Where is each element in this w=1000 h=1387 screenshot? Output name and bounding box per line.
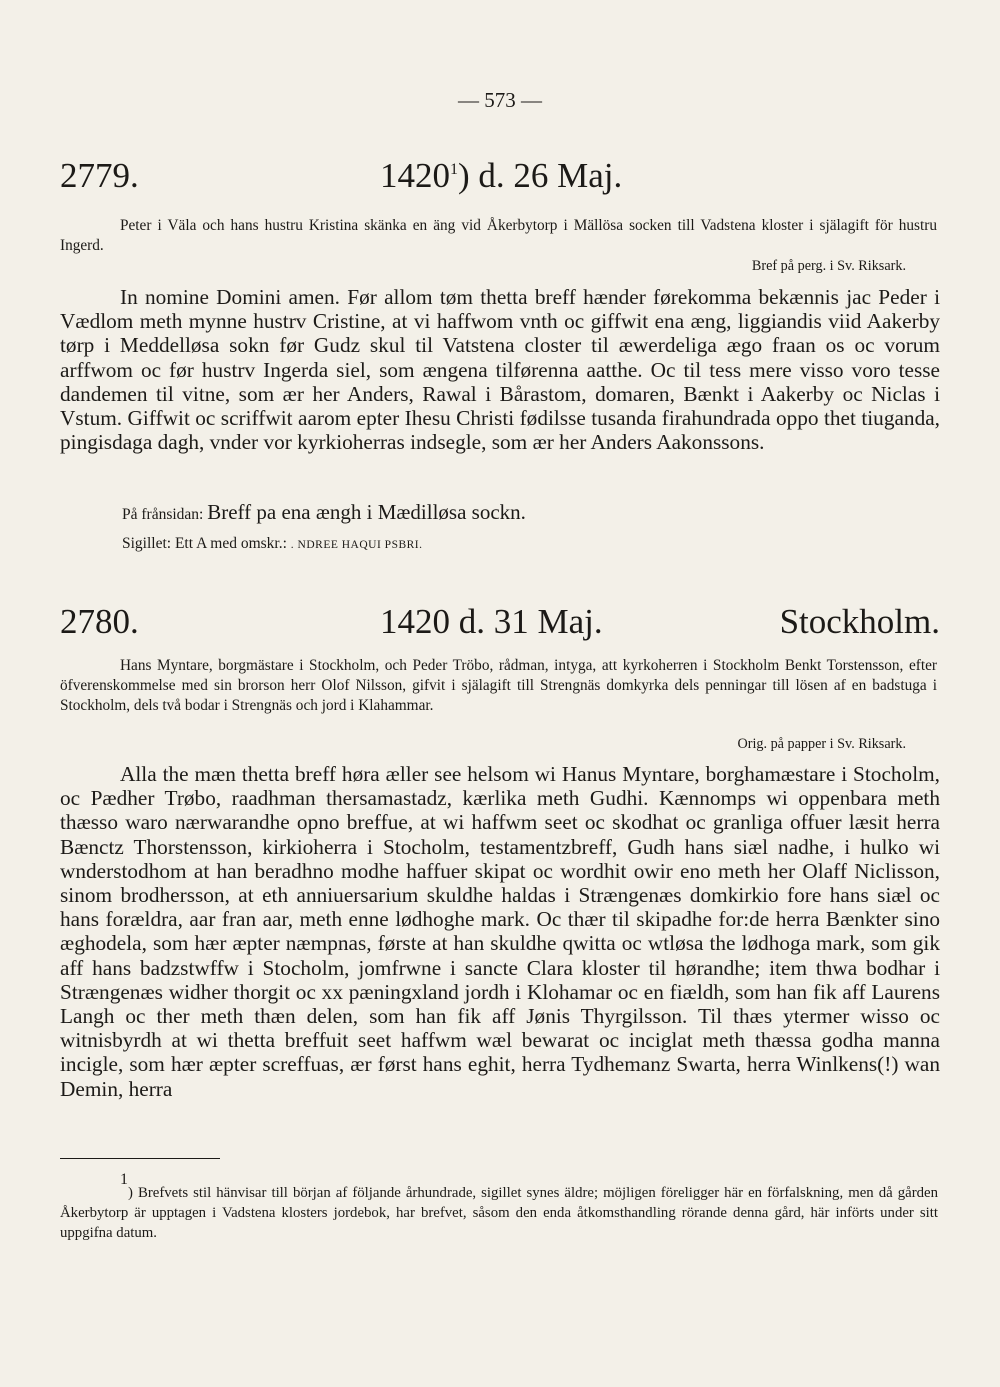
charter-2780-number: 2780. [60, 602, 139, 641]
charter-2780-source: Orig. på papper i Sv. Riksark. [737, 736, 906, 752]
charter-2779-date [380, 156, 622, 196]
footnote-reference: 1 [450, 161, 458, 178]
charter-2780-summary: Hans Myntare, borgmästare i Stockholm, och Peder Tröbo, rådman, intyga, att kyrkoherren i Stockholm Benkt Torstensson, efter öfverenskommelse med sin brorson herr Olof Nilsson, gifvit i själagift till Strengnäs domkyrka dels penningar till lösen af en badstuga i Stockholm, dels två bodar i Strengnäs och jord i Klahammar. [60, 657, 937, 714]
seal-label: Sigillet: Ett A med omskr.: [122, 535, 287, 552]
seal-inscription: . NDREE HAQUI PSBRI. [290, 539, 423, 551]
charter-2780-place: Stockholm. [779, 602, 940, 641]
charter-2779-text: In nomine Domini amen. Før allom tøm thetta breff hænder førekomma bekænnis jac Peder i Vædlom meth mynne hustrv Cristine, at vi haffwom vnth oc giffwit ena æng, liggiandis viid Aakerby tørp i Meddelløsa sokn før Gudz skul til Vatstena closter til æwerdeliga ægo fraan os oc vorum arffwom oc før hustrv Ingerda siel, som ængena tilførenna aatthe. Oc til tess mere visso voro tesse dandemen til vitne, som ær her Anders, Rawal i Bårastom, domaren, Bænkt i Aakerby oc Niclas i Vstum. Giffwit oc scriffwit aarom epter Ihesu Christi fødilsse tusanda firahundrada oppo thet tiuganda, pingisdaga dagh, vnder vor kyrkioherras indsegle, som ær her Anders Aakonssons. [60, 285, 940, 455]
charter-2779-day: ) d. 26 Maj. [458, 156, 623, 195]
charter-2779-summary: Peter i Väla och hans hustru Kristina skänka en äng vid Åkerbytorp i Mällösa socken till Vadstena kloster i själagift för hustru Ingerd. [60, 217, 937, 254]
charter-2779-dorse-note [122, 500, 526, 525]
charter-2779-seal-note [122, 535, 423, 553]
dorse-text: Breff pa ena ængh i Mædilløsa sockn. [207, 500, 526, 524]
dorse-label: På frånsidan: [122, 506, 204, 523]
charter-2779-heading [60, 156, 940, 206]
charter-2780-heading [60, 602, 940, 652]
charter-2780-text: Alla the mæn thetta breff høra æller see helsom wi Hanus Myntare, borghamæstare i Stocholm, oc Pædher Trøbo, raadhman thersamastadz, kærlika meth Gudhi. Kænnomps wi oppenbara meth thæsso waro nærwarandhe opno breffue, at wi haffwm seet oc skodhat oc granliga offuer læsit herra Bænctz Thorstensson, kirkioherra i Stocholm, testamentzbreff, Gudh hans siæl nadhe, i hulko wi wnderstodhom at han beradhno modhe haffuer skipat oc wordhit owir eno meth her Olaff Niclisson, sinom brodhersson, at eth anniuersarium skuldhe haldas i Strængenæs domkirkio fore hans siæl oc hans forældra, aar fran aar, meth enne lødhoghe mark. Oc thær til skipadhe for:de herra Bænkter sino æghodela, som hær æpter næmpnas, første at han skuldhe qwitta oc wtløsa the lødhoga mark, som gik aff hans badzstwffw i Stocholm, jomfrwne i sancte Clara kloster til hørandhe; item thwa bodhar i Strængenæs widher thorgit oc xx pæningxland jordh i Klohamar oc en fiældh, som han fik aff Laurens Langh oc ther meth thæn delen, som han fik aff Jønis Thyrgilsson. Til thæs ytermer wisso oc witnisbyrdh at wi thetta breffuit seet haffwm wæl bewarat oc inciglat meth thæssa godha manna incigle, som hær æpter screffuas, ær først hans eghit, herra Tydhemanz Swarta, herra Winlkens(!) wan Demin, herra [60, 762, 940, 1101]
charter-2779-source: Bref på perg. i Sv. Riksark. [751, 258, 906, 274]
charter-2779-number: 2779. [60, 156, 139, 195]
charter-2779-year: 1420 [380, 156, 450, 195]
charter-2780-date: 1420 d. 31 Maj. [380, 602, 603, 641]
footnote [60, 1170, 938, 1243]
footnote-divider [60, 1158, 220, 1159]
footnote-mark: 1 [120, 1171, 128, 1188]
page-number: — 573 — [458, 88, 542, 112]
footnote-text: ) Brefvets stil hänvisar till början af följande århundrade, sigillet synes äldre; möjligen föreligger här en förfalskning, men då gården Åkerbytorp är upptagen i Vadstena klosters jordebok, har brefvet, såsom den enda åtkomsthandling rörande denna gård, här införts under sitt uppgifna datum. [60, 1185, 938, 1241]
